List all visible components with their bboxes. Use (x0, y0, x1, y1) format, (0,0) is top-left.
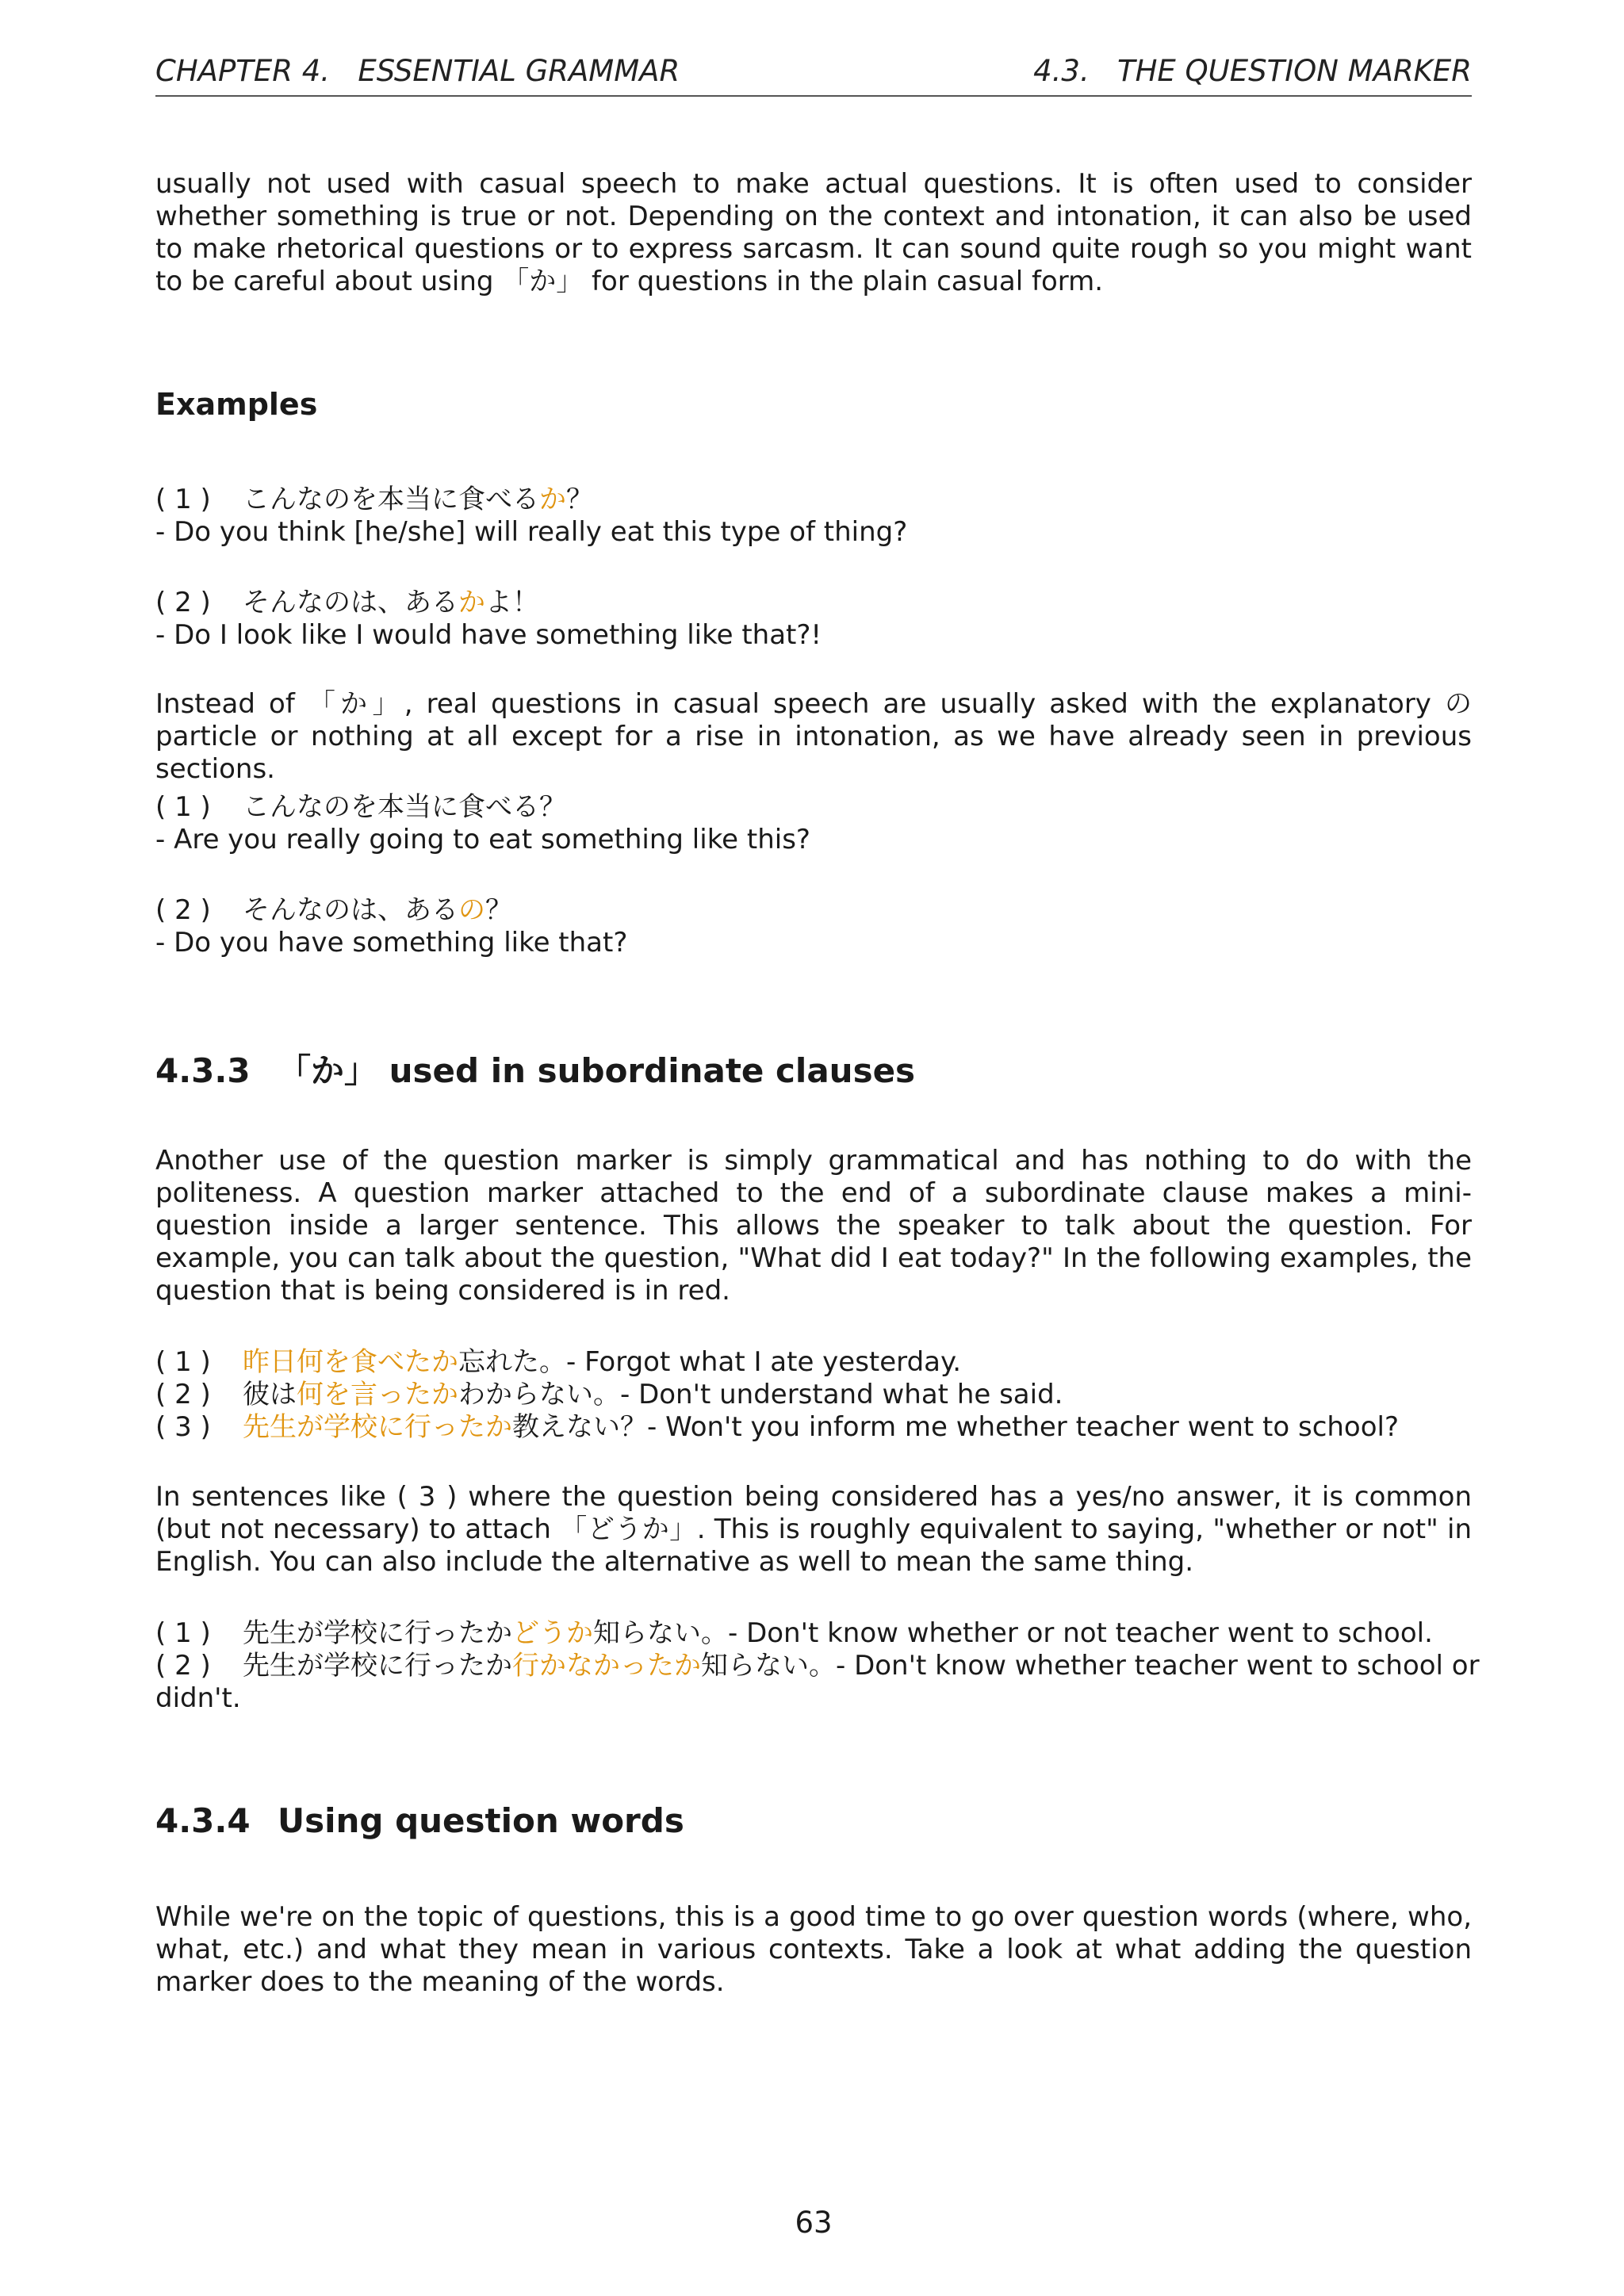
example-line-continued: didn't. (155, 1682, 241, 1714)
yesno-paragraph: In sentences like ( 3 ) where the question being considered has a yes/no answer, it is common (but not necessary) to attach 「どうか」. This is roughly equivalent to saying, "whether or not" in English. You can also include the alternative as well to mean the same thing. (155, 1481, 1472, 1578)
example-line (155, 1379, 1472, 1411)
intro-paragraph: usually not used with casual speech to make actual questions. It is often used to consider whether something is true or not. Depending on the context and intonation, it can also be used to make rhetorical questions or to express sarcasm. It can sound quite rough so you might want to be careful about using 「か」 for questions in the plain casual form. (155, 168, 1472, 297)
jp-highlight: か (458, 587, 485, 618)
jp-text: そんなのは、ある (243, 894, 458, 926)
example-c-list (155, 1346, 1472, 1444)
section-title: Using question words (278, 1801, 684, 1840)
en-text: - Don't know whether or not teacher went to school. (728, 1617, 1433, 1649)
jp-text: 知らない。 (701, 1650, 836, 1682)
section-number: 4.3.4 (155, 1801, 251, 1840)
jp-text: 忘れた。 (458, 1346, 566, 1378)
en-text: - Don't know whether teacher went to school or (836, 1650, 1480, 1682)
example-index: ( 2 ) (155, 894, 211, 926)
example-index: ( 3 ) (155, 1411, 211, 1443)
en-text: - Won't you inform me whether teacher went to school? (647, 1411, 1400, 1443)
jp-text: 彼は (243, 1379, 297, 1410)
subordinate-paragraph: Another use of the question marker is simply grammatical and has nothing to do with the politeness. A question marker attached to the end of a subordinate clause makes a mini-question inside a larger sentence. This allows the speaker to talk about the question. For example, you can talk about the question, "What did I eat today?" In the following examples, the question that is being considered is in red. (155, 1145, 1472, 1307)
example-index: ( 1 ) (155, 791, 211, 823)
jp-text: こんなのを本当に食べる (243, 484, 539, 515)
jp-text: ？ (485, 894, 512, 926)
jp-highlight: 昨日何を食べたか (243, 1346, 458, 1378)
example-en-line: - Do you have something like that? (155, 927, 628, 959)
running-header (155, 54, 1472, 97)
jp-text: わからない。 (458, 1379, 620, 1410)
example-jp-line (155, 791, 1472, 824)
jp-highlight: 先生が学校に行ったか (243, 1411, 512, 1443)
example-line (155, 1411, 1472, 1444)
jp-highlight: か (539, 484, 566, 515)
jp-text: そんなのは、ある (243, 587, 458, 618)
example-b1 (155, 791, 1472, 856)
example-index: ( 2 ) (155, 587, 211, 618)
example-index: ( 1 ) (155, 484, 211, 515)
example-en-line: - Do you think [he/she] will really eat this type of thing? (155, 516, 908, 548)
section-title: 「か」 used in subordinate clauses (278, 1051, 916, 1090)
example-en-line: - Are you really going to eat something like this? (155, 824, 810, 855)
section-title: 4.3. THE QUESTION MARKER (1033, 54, 1472, 88)
example-index: ( 2 ) (155, 1379, 211, 1410)
instead-paragraph: Instead of 「か」, real questions in casual speech are usually asked with the explanatory の particle or nothing at all except for a rise in intonation, as we have already seen in previous sections. (155, 688, 1472, 785)
section-heading-434 (155, 1801, 1472, 1840)
example-line (155, 1617, 1472, 1650)
jp-text: 知らない。 (593, 1617, 728, 1649)
section-number: 4.3.3 (155, 1051, 251, 1090)
jp-highlight: どうか (512, 1617, 593, 1649)
example-jp-line (155, 587, 1472, 619)
section-heading-433 (155, 1045, 1472, 1093)
examples-heading: Examples (155, 387, 318, 422)
jp-highlight: 行かなかったか (512, 1650, 701, 1682)
jp-text: 先生が学校に行ったか (243, 1650, 512, 1682)
en-text: - Forgot what I ate yesterday. (566, 1346, 962, 1378)
example-index: ( 1 ) (155, 1617, 211, 1649)
example-index: ( 2 ) (155, 1650, 211, 1682)
example-a2 (155, 587, 1472, 652)
jp-text: 教えない？ (512, 1411, 647, 1443)
jp-text: こんなのを本当に食べる？ (243, 791, 566, 823)
chapter-title: CHAPTER 4. ESSENTIAL GRAMMAR (155, 54, 680, 88)
page-number: 63 (795, 2206, 833, 2240)
example-jp-line (155, 484, 1472, 516)
example-d-list (155, 1617, 1480, 1715)
example-en-line: - Do I look like I would have something like that?! (155, 619, 822, 651)
jp-text: 先生が学校に行ったか (243, 1617, 512, 1649)
example-a1 (155, 484, 1472, 549)
example-jp-line (155, 894, 1472, 927)
example-line (155, 1346, 1472, 1379)
en-text: - Don't understand what he said. (620, 1379, 1063, 1410)
jp-highlight: の (458, 894, 485, 926)
example-index: ( 1 ) (155, 1346, 211, 1378)
jp-text: ？ (566, 484, 593, 515)
jp-text: よ！ (485, 587, 539, 618)
question-words-paragraph: While we're on the topic of questions, this is a good time to go over question words (where, who, what, etc.) and what they mean in various contexts. Take a look at what adding the question marker does to the meaning of the words. (155, 1901, 1472, 1998)
example-b2 (155, 894, 1472, 959)
example-line (155, 1650, 1480, 1682)
jp-highlight: 何を言ったか (297, 1379, 458, 1410)
